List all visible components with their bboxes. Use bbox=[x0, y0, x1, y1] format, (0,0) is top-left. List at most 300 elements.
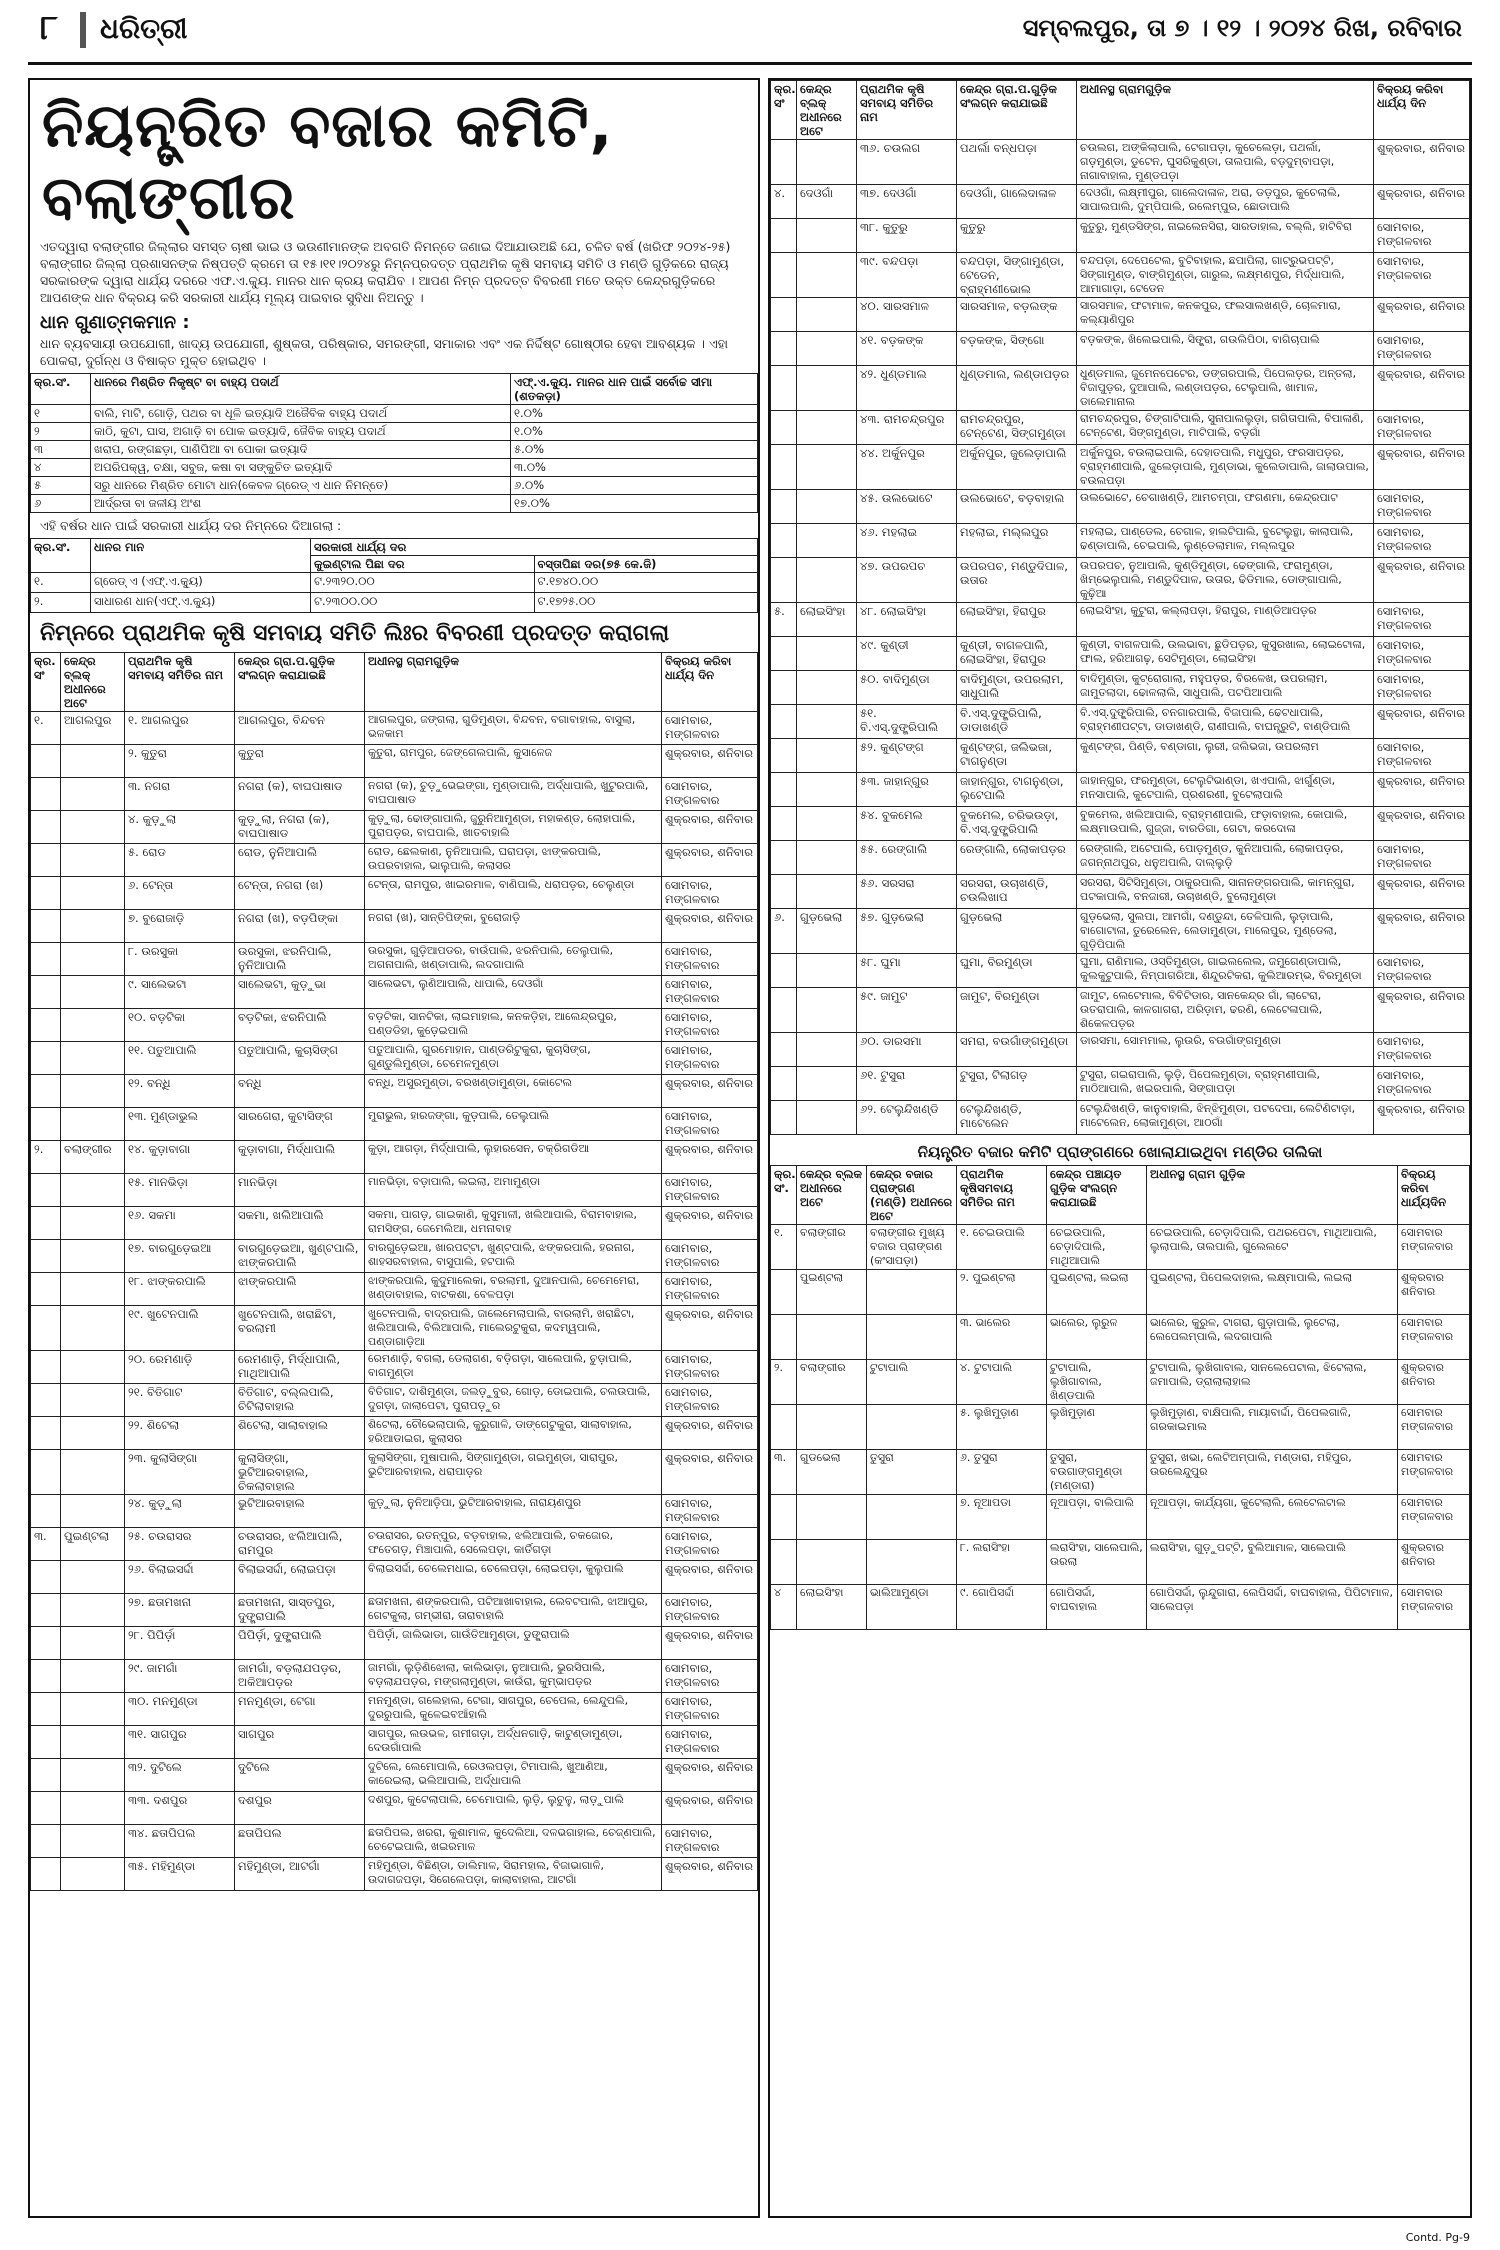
society-left-cell bbox=[31, 877, 61, 910]
market-cell: ବଲାଙ୍ଗୀର bbox=[797, 1225, 867, 1270]
society-left-cell: ଶୁକ୍ରବାର, ଶନିବାର bbox=[662, 1450, 758, 1495]
market-cell: ଲୋଇସିଂହା bbox=[797, 1585, 867, 1630]
society-left-cell bbox=[61, 943, 125, 976]
society-right-cell bbox=[771, 739, 797, 773]
society-left-cell bbox=[61, 1306, 125, 1351]
society-right-cell: ୫୧. ବି.ଏସ୍.ଦୁଙ୍ଗ୍ରିପାଲି bbox=[857, 705, 957, 739]
society-left-cell: ୩୫. ମହିମୁଣ୍ଡା bbox=[125, 1858, 235, 1891]
society-right-cell: ଶୁକ୍ରବାର, ଶନିବାର bbox=[1374, 140, 1470, 185]
continued-note: Contd. Pg-9 bbox=[1405, 2231, 1470, 2244]
market-cell: ୩. ଭାଲେର bbox=[957, 1315, 1047, 1360]
society-left-row bbox=[31, 1858, 758, 1891]
price-cell: ଟ.୧୭୨୫.୦୦ bbox=[534, 593, 758, 613]
market-cell: ଶୁକ୍ରବାର ଶନିବାର bbox=[1398, 1270, 1470, 1315]
market-cell: ଟୁଟାପାଲି bbox=[867, 1360, 957, 1405]
society-left-row bbox=[31, 811, 758, 844]
quality-row bbox=[31, 495, 758, 513]
society-right-cell: ୪୬. ମହଲାଇ bbox=[857, 524, 957, 558]
market-cell: ଲୁଖିମୁଡ଼ାଣ, ବାକ୍ଷିପାଲି, ମାୟାବାର୍ଦ୍ଦା, ପିପେଲଗାଳି, ଗରକାଇମାଲ bbox=[1147, 1405, 1398, 1450]
society-right-row bbox=[771, 841, 1470, 875]
quality-cell: ୩.୦% bbox=[511, 459, 758, 477]
society-right-cell: ବନ୍ଦପଡ଼ା, ଦେପେଟେଲ, ବୁଟିବାହାଲ, ଛପାପିଲା, ଗାଟ୍ରୁଭପଟ୍ଟି, ସିଙ୍ଗାମୁଣ୍ଡ, ବାଙ୍ଗିମୁଣ୍ଡା, ଗାରୁଲ, ଲକ୍ଷ୍ମଣପୁର, ମିର୍ଦ୍ଧାପାଲି, ଆମାଗାଡ଼ା, ଟେଡେନ bbox=[1077, 253, 1374, 298]
society-left-cell: କୁଲାସିଙ୍ଗା, ଭୁଟିଆରବାହାଲ, ଚିକଲାବାହାଲ bbox=[235, 1450, 365, 1495]
society-left-cell: ୨୫. ଚଉରାସର bbox=[125, 1528, 235, 1561]
society-right-cell bbox=[797, 332, 857, 366]
society-left-row bbox=[31, 712, 758, 745]
society-right-cell: ଶୁକ୍ରବାର, ଶନିବାର bbox=[1374, 445, 1470, 490]
society-right-cell: ଶୁକ୍ରବାର, ଶନିବାର bbox=[1374, 773, 1470, 807]
society-left-cell: ୧୧. ପତୁଆପାଲି bbox=[125, 1042, 235, 1075]
society-left-cell: ସାରଗେରା, କୁଟାସିଙ୍ଗ bbox=[235, 1108, 365, 1141]
society-right-cell: ୩୮. କୁତୁରୁ bbox=[857, 219, 957, 253]
society-right-row bbox=[771, 219, 1470, 253]
market-cell: ୩. bbox=[771, 1450, 797, 1495]
society-right-row bbox=[771, 1067, 1470, 1101]
society-left-row bbox=[31, 1141, 758, 1174]
society-right-cell bbox=[797, 773, 857, 807]
society-left-cell: ୨୬. ବିଲାଇସର୍ଦ୍ଦା bbox=[125, 1561, 235, 1594]
society-right-cell bbox=[771, 253, 797, 298]
market-yard-table bbox=[770, 1165, 1470, 1630]
society-right-row bbox=[771, 332, 1470, 366]
society-left-row bbox=[31, 1240, 758, 1273]
society-left-cell: ଦୁଟିଲେ, ଲେମୋପାଲି, ରେଓଲପଡ଼ା, ଟିମାପାଲି, ଖୁଆଣିଆ, କାରେଇଲା, ଭଲିଆପାଲି, ଅର୍ଦ୍ଧାପାଲି bbox=[365, 1759, 662, 1792]
society-left-cell: ଶୁକ୍ରବାର, ଶନିବାର bbox=[662, 1759, 758, 1792]
price-col-rate: ସରକାରୀ ଧାର୍ଯ୍ୟ ଦର bbox=[311, 539, 758, 556]
notice-right-column bbox=[768, 78, 1472, 2218]
society-right-cell: ୪୫. ଉଲଭୋଟେ bbox=[857, 490, 957, 524]
society-left-cell bbox=[61, 1009, 125, 1042]
quality-cell: ୧.୦% bbox=[511, 423, 758, 441]
society-left-cell bbox=[61, 1726, 125, 1759]
society-right-cell: ଟେଲୁନ୍ଦିଖଣ୍ଡି, ମାଟେଲେନ bbox=[957, 1101, 1077, 1135]
society-left-cell bbox=[31, 745, 61, 778]
market-row bbox=[771, 1540, 1470, 1585]
society-left-cell: ୧୭. ବାରଗୁଡ଼େଇଆ bbox=[125, 1240, 235, 1273]
society-left-cell: ଖୁଟେନପାଲି, ଖରାଛିଟା, ବରଲାମୀ bbox=[235, 1306, 365, 1351]
society-right-row bbox=[771, 773, 1470, 807]
society-right-row bbox=[771, 366, 1470, 411]
society-right-cell: ୪୧. ବଡ଼କଙ୍କ bbox=[857, 332, 957, 366]
society-left-cell: ଶୁକ୍ରବାର, ଶନିବାର bbox=[662, 811, 758, 844]
society-right-cell bbox=[797, 298, 857, 332]
society-right-cell bbox=[797, 366, 857, 411]
price-cell: ସାଧାରଣ ଧାନ(ଏଫ୍.ଏ.କ୍ୟୁ) bbox=[91, 593, 311, 613]
society-left-cell: ମହିମୁଣ୍ଡା, ବିଛିଣ୍ଡା, ଡାଲିମାଳ, ସିରାମହାଲ, ବିଜାଭାଗାଳି, ଉଦାଗଜପଡ଼ା, ସିଗେଲେପଡ଼ା, କାଲାବାହାଲ, ଆଟଗାଁ bbox=[365, 1858, 662, 1891]
market-cell: ୧. bbox=[771, 1225, 797, 1270]
quality-row bbox=[31, 441, 758, 459]
market-yard-title: ନିୟନ୍ତ୍ରିତ ବଜାର କମିଟି ପ୍ରାଙ୍ଗଣରେ ଖୋଲାଯାଇଥିବା ମଣ୍ଡିର ତାଲିକା bbox=[917, 1143, 1323, 1161]
society-left-cell bbox=[31, 1726, 61, 1759]
society-left-cell: ବନ୍ଧି, ଅସୁରମୁଣ୍ଡା, ବରଖଣ୍ଡାମୁଣ୍ଡା, କୋଟେଲ bbox=[365, 1075, 662, 1108]
society-left-header-3: କେନ୍ଦ୍ର ଗ୍ରା.ପ.ଗୁଡ଼ିକ ସଂଲଗ୍ନ କରାଯାଇଛି bbox=[235, 653, 365, 712]
society-left-header-2: ପ୍ରାଥମିକ କୃଷି ସମବାୟ ସମିତିର ନାମ bbox=[125, 653, 235, 712]
society-left-cell: ବନ୍ଧି bbox=[235, 1075, 365, 1108]
society-right-cell bbox=[771, 1101, 797, 1135]
society-right-cell: ବୁକମେଲ, ଖଲିଆପାଲି, ବ୍ରାହ୍ମଣୀପାଲି, ଫଡ଼ାବାହାଲ, କୋପାଲି, ଲକ୍ଷ୍ମାଉପାଲି, ଗୁଜ୍ଜା, ବାରଡିଗା, ଗେଟା, କରଦୋଳା bbox=[1077, 807, 1374, 841]
quality-cell: ୪ bbox=[31, 459, 91, 477]
society-left-cell: ୨୯. ଜାମଗାଁ bbox=[125, 1660, 235, 1693]
society-left-cell: ସୋମବାର, ମଙ୍ଗଳବାର bbox=[662, 1693, 758, 1726]
society-right-cell: ୫୮. ଘୁମା bbox=[857, 954, 957, 988]
society-left-cell: ଦଶପୁର, କୁଟେଲାପାଲି, ଚେମୋପାଲି, ଲୁଡ଼ି, ଲୁଚୁଳୁ, ଲାଡ଼ୁପାଲି bbox=[365, 1792, 662, 1825]
market-cell: ନୂଆପଡ଼ା, ବାଲିପାଲି bbox=[1047, 1495, 1147, 1540]
quality-row bbox=[31, 423, 758, 441]
society-right-cell bbox=[797, 490, 857, 524]
society-left-cell: ସୋମବାର, ମଙ୍ଗଳବାର bbox=[662, 877, 758, 910]
society-left-cell: ୨୮. ପିପିର୍ଡ଼ା bbox=[125, 1627, 235, 1660]
market-row bbox=[771, 1450, 1470, 1495]
quality-cell: ଅପରିପକ୍ୱ, ଚକ୍ଷା, ସବୁଜ, କଷା ବା ସଙ୍କୁଚିତ ଇତ୍ୟାଦି bbox=[91, 459, 511, 477]
society-left-cell: ୮. ଉରସୁକା bbox=[125, 943, 235, 976]
society-right-cell: ସୋମବାର, ମଙ୍ଗଳବାର bbox=[1374, 637, 1470, 671]
society-right-cell bbox=[771, 671, 797, 705]
society-right-cell bbox=[771, 524, 797, 558]
market-cell bbox=[867, 1270, 957, 1315]
market-cell: ଗୋପିସର୍ଦ୍ଦା, ଲୁନ୍ଦୁଗାରା, ଲେପିସର୍ଦ୍ଦା, ବାଘବାହାଲ, ପିପିଟାମାଳ, ସାଲେପଡ଼ା bbox=[1147, 1585, 1398, 1630]
society-left-cell: ଶୁକ୍ରବାର, ଶନିବାର bbox=[662, 1417, 758, 1450]
quality-header-0: କ୍ର.ସଂ. bbox=[31, 374, 91, 405]
society-left-cell: ସାଲେଭଟା, ଲୁଣିଆପାଲି, ଧାପାଲି, ଦେଓଗାଁ bbox=[365, 976, 662, 1009]
society-left-cell: ସୋମବାର, ମଙ୍ଗଳବାର bbox=[662, 712, 758, 745]
society-right-cell: ସୋମବାର, ମଙ୍ଗଳବାର bbox=[1374, 524, 1470, 558]
society-left-cell: କୁଲାସିଙ୍ଗା, ମୁଷାପାଲି, ସିଙ୍ଗାମୁଣ୍ଡା, ଗଇମୁଣ୍ଡା, ସାରାପୁର, ଭୁଟିଆରବାହାଲ, ଧରାପାଡ଼ର bbox=[365, 1450, 662, 1495]
society-left-cell: ଶୁକ୍ରବାର, ଶନିବାର bbox=[662, 1075, 758, 1108]
market-cell: ଶୁକ୍ରବାର ଶନିବାର bbox=[1398, 1540, 1470, 1585]
society-left-cell: ବିତିଗାଟ, ଦାଶିମୁଣ୍ଡା, ଜଲଡ଼ୁବୁର, ଗୋଡ଼, ଡୋଇପାଲି, ଚଲଉପାଲି, ଦୁଗଡ଼ା, ଜାଲାପେଟା, ପୁରାପଡ଼ୁର bbox=[365, 1384, 662, 1417]
society-left-cell: ୭. ବୁରୋଜାଡ଼ି bbox=[125, 910, 235, 943]
society-left-cell: ୩୧. ସାଗପୁର bbox=[125, 1726, 235, 1759]
price-heading: ଏହି ବର୍ଷର ଧାନ ପାଇଁ ସରକାରୀ ଧାର୍ଯ୍ୟ ଦର ନିମ୍ନରେ ଦିଆଗଲା : bbox=[40, 518, 342, 533]
society-left-cell: ସୋମବାର, ମଙ୍ଗଳବାର bbox=[662, 1825, 758, 1858]
society-right-cell: ୪୮. ଲୋଇସିଂହା bbox=[857, 603, 957, 637]
society-left-cell bbox=[61, 910, 125, 943]
page-header bbox=[0, 0, 1500, 62]
society-left-cell: ବାରଗୁଡ଼େଇଆ, ଖାରପଟ୍ଟା, ଖୁଣ୍ଟପାଲି, ଝଙ୍କରପାଲି, ହରନାଗ, ଶାହସରବାହାଲ, ବାସୁପାଲି, ହଟପାଲି bbox=[365, 1240, 662, 1273]
quality-cell: ଆର୍ଦ୍ରତା ବା ଜଳୀୟ ଅଂଶ bbox=[91, 495, 511, 513]
society-left-cell: ସୋମବାର, ମଙ୍ଗଳବାର bbox=[662, 1528, 758, 1561]
society-left-cell: ଶୁକ୍ରବାର, ଶନିବାର bbox=[662, 1141, 758, 1174]
society-left-cell: ରୋଡ, ନୁନିଆପାଲି bbox=[235, 844, 365, 877]
society-right-row bbox=[771, 253, 1470, 298]
society-right-cell: ୫. bbox=[771, 603, 797, 637]
market-cell: ଭାଲେର, କୁରୁଳ, ଟାଗରା, ଗୁଡ଼ାପାଲି, ଲୁଟେଲା, ଲେପେଲମ୍ପାଲି, ଲଦଗାପାଲି bbox=[1147, 1315, 1398, 1360]
society-left-cell bbox=[61, 1450, 125, 1495]
market-cell bbox=[771, 1405, 797, 1450]
society-right-cell: ଶୁକ୍ରବାର, ଶନିବାର bbox=[1374, 185, 1470, 219]
society-table-left bbox=[30, 652, 758, 1891]
society-left-cell bbox=[61, 811, 125, 844]
market-cell: ସୋମବାର ମଙ୍ଗଳବାର bbox=[1398, 1450, 1470, 1495]
society-right-cell: ଧୁଣ୍ଡମାଲ, ଲଣ୍ଡାପଡ଼ର bbox=[957, 366, 1077, 411]
society-left-cell bbox=[61, 1108, 125, 1141]
society-right-cell: ୬୦. ଡାରସମା bbox=[857, 1033, 957, 1067]
society-right-cell: ଉଲଭୋଟେ, ଚେଗାଖଣ୍ଡି, ଆମଚମ୍ପା, ଫଗଣମା, କେନ୍ଦ୍ରପାଟ bbox=[1077, 490, 1374, 524]
society-left-row bbox=[31, 1273, 758, 1306]
society-left-cell: ୫. ରୋଡ bbox=[125, 844, 235, 877]
market-cell: ଗୁଡଭେଲା bbox=[797, 1450, 867, 1495]
dateline: ସମ୍ବଲପୁର, ତା ୭ । ୧୨ । ୨୦୨୪ ରିଖ, ରବିବାର bbox=[1022, 14, 1462, 42]
society-left-cell: ଜାମଗାଁ, ବଡ଼ଲାଯପଡ଼ର, ଅକିଆପଡ଼ର bbox=[235, 1660, 365, 1693]
society-right-cell: ସାରସମାଳ, ବଡ଼ଲଙ୍କ bbox=[957, 298, 1077, 332]
society-left-cell bbox=[31, 1384, 61, 1417]
society-left-cell: ୩୦. ମନମୁଣ୍ଡା bbox=[125, 1693, 235, 1726]
society-right-cell bbox=[797, 219, 857, 253]
society-left-cell: ଦୁଟିଲେ bbox=[235, 1759, 365, 1792]
society-left-cell: ମୁରାଭୁଲ, ହାରଜଙ୍ଗା, କୁଡ଼ପାଲି, ତେଲୁପାଲି bbox=[365, 1108, 662, 1141]
society-left-cell bbox=[61, 844, 125, 877]
society-left-header-5: ବିକ୍ରୟ କରିବା ଧାର୍ଯ୍ୟ ଦିନ bbox=[662, 653, 758, 712]
society-right-cell: ଚଉଲଗ, ଅଙ୍କିଲାପାଲି, ଟେଗାପଡ଼ା, କୁଚେଲେଡ଼ା, ପଥର୍ଲା, ଗଡ଼ମୁଣ୍ଡା, ଡୁଟେନ, ଘୁସରିକୁଣ୍ଡା, ତାଲପାଲି, ବଡ଼ଦୁମ୍ବାପଡ଼ା, ନାଗାବାହାଲ, ମୁଣ୍ଡପଡ଼ା bbox=[1077, 140, 1374, 185]
society-left-cell bbox=[31, 1174, 61, 1207]
society-left-row bbox=[31, 1384, 758, 1417]
society-left-cell: କୁତୁରା bbox=[235, 745, 365, 778]
society-left-cell: ୧. bbox=[31, 712, 61, 745]
society-right-cell: ସୋମବାର, ମଙ୍ଗଳବାର bbox=[1374, 739, 1470, 773]
society-left-cell bbox=[31, 1207, 61, 1240]
society-right-cell bbox=[771, 1033, 797, 1067]
society-right-cell: ଶୁକ୍ରବାର, ଶନିବାର bbox=[1374, 807, 1470, 841]
market-cell bbox=[771, 1315, 797, 1360]
society-right-cell: ୫୩. ଜାହାନ୍ଗୁର bbox=[857, 773, 957, 807]
society-right-cell bbox=[771, 988, 797, 1033]
society-left-cell bbox=[61, 1627, 125, 1660]
society-left-cell: ନଗରା (କ), ବାଘପାଷାଡ bbox=[235, 778, 365, 811]
society-left-cell bbox=[31, 1693, 61, 1726]
market-row bbox=[771, 1315, 1470, 1360]
society-left-cell bbox=[31, 1042, 61, 1075]
society-left-cell bbox=[61, 1495, 125, 1528]
society-right-cell: ଶୁକ୍ରବାର, ଶନିବାର bbox=[1374, 298, 1470, 332]
society-right-cell: ଉପରପଚ, ନୁଆପାଲି, କୁଣ୍ଡିମୁଣ୍ଡା, ଢେଙ୍ଗାଲି, ଫରାମୁଣ୍ଡା, ଖିମ୍ଭେଲୁପାଲି, ମଣ୍ଡୁଦିପାଳ, ଉତାର, ଢିଡିମାଲ, ଡୋଙ୍ଗାପାଲି, କୁଢ଼ିଆ bbox=[1077, 558, 1374, 603]
society-left-header-1: କେନ୍ଦ୍ର ବ୍ଲକ୍ ଅଧୀନରେ ଅଟେ bbox=[61, 653, 125, 712]
society-left-cell: ସୋମବାର, ମଙ୍ଗଳବାର bbox=[662, 1009, 758, 1042]
society-right-cell: ୫୯. ଜାମୁଟ bbox=[857, 988, 957, 1033]
society-right-cell: ୪. bbox=[771, 185, 797, 219]
society-left-cell bbox=[61, 1075, 125, 1108]
society-right-cell: ଟୁସୁରା, ଗଇରାପାଲି, ଲୁଡ଼ି, ପିପେଲମୁଣ୍ଡା, ବ୍ରାହ୍ମଣୀପାଲି, ମାଠିଆପାଲି, ଖଇରପାଲି, ସିଙ୍ଗାପଡ଼ା bbox=[1077, 1067, 1374, 1101]
society-right-cell bbox=[797, 954, 857, 988]
society-left-row bbox=[31, 1009, 758, 1042]
newspaper-name: ଧରିତ୍ରୀ bbox=[100, 12, 188, 45]
market-cell bbox=[797, 1405, 867, 1450]
society-left-row bbox=[31, 778, 758, 811]
market-cell: ଶୁକ୍ରବାର ଶନିବାର bbox=[1398, 1360, 1470, 1405]
society-left-row bbox=[31, 1450, 758, 1495]
society-left-cell: ୧୪. କୁଡ଼ାବାଗା bbox=[125, 1141, 235, 1174]
society-right-cell: ୫୭. ଗୁଡ଼ଭେଲା bbox=[857, 909, 957, 954]
society-right-cell: ଧୁଣ୍ଡମାଲ, ଜୁମେନପେଟେର, ଡଙ୍ଗରପାଲି, ପିପେଲଡ଼ର, ଅନ୍ତଲା, ବିଜାପୁଡ଼ର, ଦୁଆପାଲି, ଲଣ୍ଡାପଡ଼ର, ଟେଲୁପାଲି, ଖାମାଳ, ଡାଲେମାନାଲ bbox=[1077, 366, 1374, 411]
society-left-cell: କୁଡ଼ାବାଗା, ମିର୍ଦ୍ଧାପାଲି bbox=[235, 1141, 365, 1174]
quality-row bbox=[31, 477, 758, 495]
society-right-cell bbox=[771, 411, 797, 445]
price-cell: ୧. bbox=[31, 573, 91, 593]
market-cell: ଟୁଟାପାଲି, ଲୁଖିଗାବାଲ, ସାନଲେପେଟାଲ, ଝିଟେଲାଲ, ଜମାପାଲି, ଡ୍ରାଲାଲାହାଲ bbox=[1147, 1360, 1398, 1405]
society-left-cell: ସୋମବାର, ମଙ୍ଗଳବାର bbox=[662, 1660, 758, 1693]
society-left-cell bbox=[61, 1594, 125, 1627]
society-left-cell bbox=[61, 1042, 125, 1075]
society-right-row bbox=[771, 603, 1470, 637]
market-cell: ବଲାଙ୍ଗୀର ମୁଖ୍ୟ ବଜାର ପ୍ରାଙ୍ଗଣ (କଂସାପଡ଼ା) bbox=[867, 1225, 957, 1270]
society-left-cell: ରେମଣାଡ଼ି, ବଗଲା, ଡେଲାଗଣ, ବଡ଼ିଗଡ଼ା, ସାଲେପାଲି, ଚୁଡ଼ାପାଲି, ବାଗମୁଣ୍ଡା bbox=[365, 1351, 662, 1384]
market-row bbox=[771, 1585, 1470, 1630]
market-header-5: ଅଧୀନସ୍ଥ ଗ୍ରାମ ଗୁଡ଼ିକ bbox=[1147, 1166, 1398, 1225]
society-left-row bbox=[31, 844, 758, 877]
society-left-cell: କୁଡ଼ୁଲା, ନଗରା (କ), ବାଘପାଷାଡ bbox=[235, 811, 365, 844]
society-right-cell: ମହଲାଇ, ପାଣ୍ଡେଲ, ଚେଗାଳ, ହାଲଟିପାଲି, ବୁଟେଲୁନ୍ଥା, କାଲାପାଲି, ଢଣ୍ଡାପାଲି, ଚେଇପାଲି, ଲୁଣ୍ଡେଲାମାଳ, ମଲ୍ଲପୁର bbox=[1077, 524, 1374, 558]
society-right-row bbox=[771, 671, 1470, 705]
society-left-cell: ସୋମବାର, ମଙ୍ଗଳବାର bbox=[662, 1495, 758, 1528]
society-left-cell: ସୋମବାର, ମଙ୍ଗଳବାର bbox=[662, 1594, 758, 1627]
society-left-row bbox=[31, 1627, 758, 1660]
society-left-header-0: କ୍ର. ସଂ bbox=[31, 653, 61, 712]
society-left-cell: ଭୁଟିଆରବାହାଲ bbox=[235, 1495, 365, 1528]
society-left-cell: ୧୩. ମୁଣ୍ଡାଭୁଲ bbox=[125, 1108, 235, 1141]
society-left-cell: କୁଡ଼ା, ଆଗଡ଼ା, ମିର୍ଦ୍ଧାପାଲି, ଲୁହାରସେନ, ଚକ୍ରିଗଡିଆ bbox=[365, 1141, 662, 1174]
society-right-cell: ଜାମୁଟ, ବିରମୁଣ୍ଡା bbox=[957, 988, 1077, 1033]
society-left-cell: ସୋମବାର, ମଙ୍ଗଳବାର bbox=[662, 1174, 758, 1207]
society-right-header-0: କ୍ର. ସଂ bbox=[771, 81, 797, 140]
society-left-cell bbox=[61, 1660, 125, 1693]
society-left-row bbox=[31, 1561, 758, 1594]
society-left-cell: ୨. bbox=[31, 1141, 61, 1174]
market-row bbox=[771, 1270, 1470, 1315]
market-cell: ସୋମବାର ମଙ୍ଗଳବାର bbox=[1398, 1495, 1470, 1540]
society-left-cell: ୩. ନଗରା bbox=[125, 778, 235, 811]
quality-row bbox=[31, 459, 758, 477]
society-left-cell: ଝାଙ୍କରପାଲି bbox=[235, 1273, 365, 1306]
society-right-cell: ୪୪. ଅର୍କୁନପୁର bbox=[857, 445, 957, 490]
quality-cell: ସରୁ ଧାନରେ ମିଶ୍ରିତ ମୋଟା ଧାନ(କେବଳ ଗ୍ରେଡ୍ ଏ ଧାନ ନିମନ୍ତେ) bbox=[91, 477, 511, 495]
society-right-cell: ଦେଓଗାଁ, ଗାଲେଦାଳାଳ bbox=[957, 185, 1077, 219]
quality-table bbox=[30, 373, 758, 513]
society-left-cell bbox=[31, 1450, 61, 1495]
quality-cell: ୬.୦% bbox=[511, 477, 758, 495]
market-cell: ଲରାସିଂହା, ସାଲେପାଲି, ଉରଲା bbox=[1047, 1540, 1147, 1585]
society-left-row bbox=[31, 1207, 758, 1240]
society-left-cell bbox=[31, 910, 61, 943]
quality-cell: ୧୭.୦% bbox=[511, 495, 758, 513]
society-right-cell: ଶୁକ୍ରବାର, ଶନିବାର bbox=[1374, 875, 1470, 909]
society-left-cell bbox=[31, 1240, 61, 1273]
society-left-cell: ପିପିର୍ଡ଼ା, ଜାଲିଭାଡା, ଗାଉଁତିଆମୁଣ୍ଡା, ଡୁଙ୍ଗ୍ରାପାଲି bbox=[365, 1627, 662, 1660]
society-left-cell: ସୋମବାର, ମଙ୍ଗଳବାର bbox=[662, 778, 758, 811]
society-right-cell bbox=[797, 558, 857, 603]
header-rule bbox=[28, 62, 1472, 65]
society-right-row bbox=[771, 954, 1470, 988]
society-left-cell bbox=[61, 1207, 125, 1240]
society-left-cell bbox=[31, 778, 61, 811]
society-left-cell: ୧. ଆଗଲପୁର bbox=[125, 712, 235, 745]
society-left-cell bbox=[61, 1693, 125, 1726]
quality-cell: ୫.୦% bbox=[511, 441, 758, 459]
society-left-cell: ରେମଣାଡ଼ି, ମିର୍ଦ୍ଧାପାଲି, ମାଥିଆପାଲି bbox=[235, 1351, 365, 1384]
price-cell: ଟ.୧୭୪୦.୦୦ bbox=[534, 573, 758, 593]
society-table-right bbox=[770, 80, 1470, 1135]
market-header-4: କେନ୍ଦ୍ର ପଞ୍ଚାୟତ ଗୁଡ଼ିକ ସଂଲଗ୍ନ କରାଯାଇଛି bbox=[1047, 1166, 1147, 1225]
society-left-cell bbox=[31, 1351, 61, 1384]
society-left-cell: ୨୨. ଶିଟେଲା bbox=[125, 1417, 235, 1450]
society-right-cell bbox=[771, 637, 797, 671]
society-right-cell: ଦେଓଗାଁ bbox=[797, 185, 857, 219]
society-left-header-4: ଅଧୀନସ୍ଥ ଗ୍ରାମଗୁଡ଼ିକ bbox=[365, 653, 662, 712]
society-right-cell: ଡାରସମା, ସୋମମାଲ, ଲୁଉରି, ବଉଗାଁଙ୍ଗମୁଣ୍ଡା bbox=[1077, 1033, 1374, 1067]
society-right-cell: ସମରା, ବଉଗାଁଙ୍ଗମୁଣ୍ଡା bbox=[957, 1033, 1077, 1067]
market-cell: ପୁଇଣ୍ଟଲା, ଲଇଲା bbox=[1047, 1270, 1147, 1315]
society-right-cell: ସୋମବାର, ମଙ୍ଗଳବାର bbox=[1374, 219, 1470, 253]
price-cell: ଟ.୨୩୦୦.୦୦ bbox=[311, 593, 535, 613]
society-left-cell: ଶୁକ୍ରବାର, ଶନିବାର bbox=[662, 910, 758, 943]
market-header-0: କ୍ର. ସଂ. bbox=[771, 1166, 797, 1225]
society-right-cell: ୪୨. ଧୁଣ୍ଡମାଲ bbox=[857, 366, 957, 411]
society-left-cell: ସୋମବାର, ମଙ୍ଗଳବାର bbox=[662, 1273, 758, 1306]
society-left-cell: ସୋମବାର, ମଙ୍ଗଳବାର bbox=[662, 1108, 758, 1141]
society-right-cell: କୁଣ୍ଟଙ୍ଗ, ଜଲିଭଜା, ଟାଗନୁଣ୍ଡା bbox=[957, 739, 1077, 773]
society-left-cell: ୧୯. ଖୁଟେନପାଲି bbox=[125, 1306, 235, 1351]
society-left-cell: ପିପିର୍ଡ଼ା, ଦୁଙ୍ଗ୍ରାପାଲି bbox=[235, 1627, 365, 1660]
society-right-row bbox=[771, 807, 1470, 841]
society-right-cell: ୫୨. କୁଣ୍ଟଙ୍ଗ bbox=[857, 739, 957, 773]
price-col-grade: ଧାନର ମାନ bbox=[91, 539, 311, 573]
society-right-cell: ସରସରା, ଉଚାଖଣ୍ଡି, ଚଉଲିଖାପ bbox=[957, 875, 1077, 909]
market-cell: ୯. ଗୋପିସର୍ଦ୍ଦା bbox=[957, 1585, 1047, 1630]
society-right-cell: ଲୋଇସିଂହା bbox=[797, 603, 857, 637]
society-right-cell: କୁତୁରୁ, ମୁଣ୍ଡସିଙ୍ଗ, ନାଇଲେନସିରା, ସାରଡାହାଲ, ବଲ୍ଲି, ହାଟିବିରା bbox=[1077, 219, 1374, 253]
society-left-cell: ବଲାଙ୍ଗୀର bbox=[61, 1141, 125, 1174]
society-right-cell bbox=[797, 875, 857, 909]
quality-cell: ୧.୦% bbox=[511, 405, 758, 423]
society-left-cell bbox=[61, 976, 125, 1009]
society-right-cell: ଉଲଭୋଟେ, ବଡ଼ବାହାଲ bbox=[957, 490, 1077, 524]
society-right-header-2: ପ୍ରାଥମିକ କୃଷି ସମବାୟ ସମିତିର ନାମ bbox=[857, 81, 957, 140]
market-cell bbox=[771, 1270, 797, 1315]
society-right-cell bbox=[797, 739, 857, 773]
society-right-cell: କୁଣ୍ଟଙ୍ଗ, ପିଣ୍ଡି, ବଣ୍ଡାଗା, ଲୁରୀ, ଜଲିଭଜା, ଉପରଲାମ bbox=[1077, 739, 1374, 773]
society-left-cell: ଶୁକ୍ରବାର, ଶନିବାର bbox=[662, 844, 758, 877]
society-right-cell: ବାଦିମୁଣ୍ଡା, କୁଟ୍ରୋଗାଲା, ମହୁପଡ଼ର, ବିରଳେଖ, ଉପରଲାମ, ଜାମୁତଲାଦା, ଢୋଳଲାଲି, ସାଧୁପାଲି, ପଟପିଆପାଲି bbox=[1077, 671, 1374, 705]
society-right-cell: ସୋମବାର, ମଙ୍ଗଳବାର bbox=[1374, 332, 1470, 366]
society-left-cell: ଆଗଲପୁର, ବିନ୍ଦବନ bbox=[235, 712, 365, 745]
society-left-row bbox=[31, 1306, 758, 1351]
society-right-cell: ଟୁସୁରା, ଟିଲାଗଡ଼ bbox=[957, 1067, 1077, 1101]
society-left-row bbox=[31, 1825, 758, 1858]
society-right-cell: ବି.ଏସ୍.ଦୁଙ୍ଗ୍ରିପାଲି, ଡାଡାଖଣ୍ଡି bbox=[957, 705, 1077, 739]
society-left-cell: ବଡ଼ଟିକା, ସାନଟିକା, ଲାଇମାହାଲ, କନକଡ଼ିହା, ଆଲେନ୍ଦ୍ରପୁର, ପଣ୍ଡଡିହା, କୁଡ଼େଇପାଲି bbox=[365, 1009, 662, 1042]
page-number: ୮ bbox=[40, 8, 58, 48]
society-right-cell: କୁଣ୍ଡୀ, ବାଗଳପାଲି, ଉଲଭାବା, ଛୁଡିପଡ଼ର, କୁସୁରଖାଲ, ଲୋଇଟୋଳା, ଫାଲ, ହରିଆଗଢ଼, ସେଟିମୁଣ୍ଡା, ଲୋଇସିଂହା bbox=[1077, 637, 1374, 671]
market-cell bbox=[771, 1540, 797, 1585]
society-left-cell bbox=[31, 1417, 61, 1450]
notice-intro: ଏତଦ୍ୱାରା ବଲାଙ୍ଗୀର ଜିଲ୍ଲାର ସମସ୍ତ ଚାଷୀ ଭାଇ ଓ ଭଉଣୀମାନଙ୍କ ଅବଗତି ନିମନ୍ତେ ଜଣାଇ ଦିଆଯାଉଅଛି ଯେ, ଚଳିତ ବର୍ଷ (ଖରିଫ ୨୦୨୪-୨୫) ବଲାଙ୍ଗୀର ଜିଲ୍ଲା ପ୍ରଶାସନଙ୍କ ନିଷ୍ପତ୍ତି କ୍ରମେ ତା ୧୫।୧୧।୨୦୨୪ରୁ ନିମ୍ନପ୍ରଦତ୍ତ ପ୍ରାଥମିକ କୃଷି ସମବାୟ ସମିତି ଓ ମଣ୍ଡି ଗୁଡ଼ିକରେ ରାଜ୍ୟ ସରକାରଙ୍କ ଦ୍ୱାରା ଧାର୍ଯ୍ୟ ଦରରେ ଏଫ.ଏ.କ୍ୟୁ. ମାନର ଧାନ କ୍ରୟ କରାଯିବ । ଆପଣ ନିମ୍ନ ପ୍ରଦତ୍ତ ବିବରଣୀ ମତେ ଉକ୍ତ କେନ୍ଦ୍ରଗୁଡ଼ିକରେ ଆପଣଙ୍କ ଧାନ ବିକ୍ରୟ କରି ସରକାରୀ ଧାର୍ଯ୍ୟ ମୂଲ୍ୟ ପାଇବାର ସୁବିଧା ନିଅନ୍ତୁ । bbox=[40, 239, 731, 305]
society-right-cell bbox=[771, 490, 797, 524]
society-left-cell bbox=[31, 1825, 61, 1858]
society-left-cell: ସକମା, ପାଗଡ଼, ଗାଇକାଣି, କୁସୁମାଳୀ, ଖଲିଆପାଲି, ବିରାମବାହାଲ, ରାମସିଙ୍ଗ, ଜେମେଲିଆ, ଧମନାବାହ bbox=[365, 1207, 662, 1240]
society-right-cell bbox=[797, 1033, 857, 1067]
society-right-cell bbox=[771, 298, 797, 332]
society-left-cell: ନଗରା (କ), ଚୁଡ଼ୁଭେଇଙ୍ଗା, ମୁଣ୍ଡାପାଲି, ଅର୍ଦ୍ଧାପାଲି, ଖୁଟୁରପାଲି, ବାଘପାଷାଡ bbox=[365, 778, 662, 811]
market-cell: ପୁଇଣ୍ଟଲା bbox=[797, 1270, 867, 1315]
market-cell bbox=[867, 1315, 957, 1360]
society-left-cell: ସୋମବାର, ମଙ୍ଗଳବାର bbox=[662, 1042, 758, 1075]
market-cell: ସୋମବାର ମଙ୍ଗଳବାର bbox=[1398, 1405, 1470, 1450]
notice-left-column bbox=[28, 78, 760, 2218]
society-left-cell: ନଗରା (ଖ), ସାନ୍ତିପିଙ୍କା, ବୁରୋଜାଡ଼ି bbox=[365, 910, 662, 943]
society-left-cell: ୩୨. ଦୁଟିଲେ bbox=[125, 1759, 235, 1792]
society-right-cell: ଉପରପଚ, ମଣ୍ଡୁଦିପାଳ, ଉତାର bbox=[957, 558, 1077, 603]
quality-cell: କାଠି, କୁଟା, ଘାସ, ଅଗାଡ଼ି ବା ପୋକ ଇତ୍ୟାଦି, ଜୈବିକ ବାହ୍ୟ ପଦାର୍ଥ bbox=[91, 423, 511, 441]
society-right-cell: ଜାହାନ୍ଗୁର, ଫରମୁଣ୍ଡା, ଟେଲୁଟିଭାଣ୍ଡା, ଖଏପାଲି, ଝାର୍ଗୁଣ୍ଡା, ମନସାପାଲି, କୁଟେପାଲି, ପ୍ରଶରଣୀ, ବୁଟେଲାପାଲି bbox=[1077, 773, 1374, 807]
society-left-cell bbox=[61, 1351, 125, 1384]
